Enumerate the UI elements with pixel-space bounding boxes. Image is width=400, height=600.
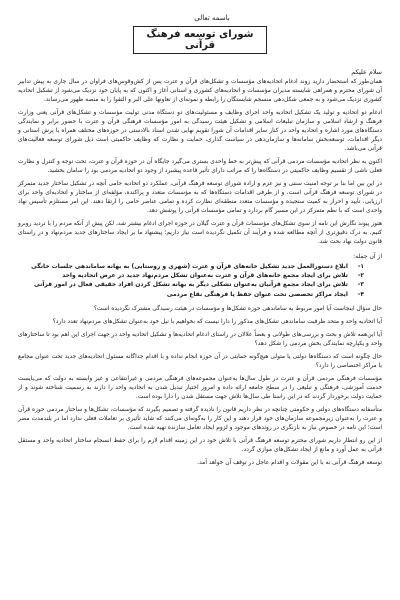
- paragraph-8: از این رو انتظار داریم شورای محترم توسعه فرهنگ قرآنی با تلاش خود در این زمینه اقدام لازم را برای حفظ انسجام ساختار اتحادیه واحد و مستقل قرآنی به عمل آورد و مانع از ایجاد تشکل‌های موازی گردد.: [18, 437, 382, 453]
- list-item-text: تلاش برای ایجاد مجمع خانه‌های قرآن و عترت به‌عنوان تشکل مردم‌نهاد جدید در عرض اتحادیه واحد: [62, 272, 348, 280]
- document-title: شورای توسعه فرهنگ قرآنی: [133, 26, 267, 54]
- list-item: [18, 290, 364, 299]
- paragraph-question-4: حال چگونه است که دستگاه‌ها دولتی یا متولی هیچ‌گونه حمایتی در آن حوزه انجام نداده و با اقدام جداگانه مسئول اتحادیه‌های جدید تحت عنوان مجامع یا مراکز اختصاصی را دارد؟: [18, 353, 382, 369]
- list-item-number: ۳-: [357, 281, 364, 289]
- paragraph-question-2: آیا اتحادیه واحد و متحد ظرفیت ساماندهی تشکل‌های مذکور را دارا نیست که بخواهیم با نیل خود به‌عنوان تشکل‌های مردم‌نهاد تعدد دارد؟: [52, 319, 382, 326]
- paragraph-1: همان‌طور که استحضار دارید روند ادغام اتحادیه‌های مؤسسات و تشکل‌های قرآن و عترت پس از کش‌وقوس‌های فراوان در سال جاری به پیش تدابیر آن شورای محترم و همراهی شایسته مدیران مؤسسات و اتحادیه‌های کشوری و استانی آغاز و اکنون که به پایان خود نزدیک می‌شود از تشکیل اتحادیه کشوری نزدیک می‌شود و به جمعی شکل‌دهی منسجم شایستگان را رابطه و نمونه‌ای از تعاونها علی البر و التقوا را به منصه ظهور می‌رساند.: [18, 79, 382, 104]
- list-item: [18, 271, 364, 280]
- invocation-heading: باسمه تعالی: [194, 14, 230, 22]
- list-item: [18, 280, 364, 289]
- paragraph-question-3: آیا این‌همه تلاش و بحث و بررسی‌های طولانی و بعضاً علالان در راستای ادغام اتحادیه‌ها و تشکیل اتحادیه واحد در جهت اجرای این اهم بود تا ساختارهای واحد و یکپارچه نمایندگی بخش مردمی را شکل دهد؟: [18, 331, 382, 347]
- list-item-number: ۱-: [357, 262, 364, 270]
- list-item-text: ایجاد مراکز تخصصی تحت عنوان حفظ یا فرهنگی نقاع مردمی: [166, 290, 348, 298]
- paragraph-5: هنوز پیوند نگارش این نامه از سوی تشکل‌های مؤسسات قرآن و عترت گیلان در حوزه اجرای ادغام بیشتر شد، لکن پیش از آنکه مردم را با تردید روبرو کنیم، به درک دقیق‌تری از آنچه مطالعه شده و فرآیند آن تکمیل نگردیده است نیاز داریم؛ پیشنهاد ما بر ایجاد ساختارهای جدید مردم‌نهاد و در راستای قانون دولت نهاد بحث شد.: [18, 220, 382, 245]
- salutation: سلام علیکم: [351, 68, 382, 77]
- paragraph-question-1: حال سؤال اینجاست آیا امور مربوط به ساماندهی حوزه تشکل‌ها و مؤسسات در هیئت رسیدگی مشترک نگردیده است؟: [93, 306, 382, 313]
- list-item-number: ۲-: [357, 272, 364, 280]
- list-item: [18, 262, 364, 271]
- paragraph-9: توسعه فرهنگ قرآنی نه با این مقولات و اقدام عاجل در توقف آن خواهد آمد.: [197, 459, 382, 466]
- issue-list: [18, 262, 382, 299]
- paragraph-3: اکنون به نظر اتحادیه مؤسسات مردمی قرآنی که پیش‌تر به خط واحدی بستری می‌گیرد جایگاه آن در حوزه قرآن و عترت، تحت توجه و کنترل و نظارت فعلی ناشی از تقسیم وظایف حاکمیتی در دستگاه‌ها را که مراتب دارای تأثیر قاعده پیشبرد از وجود دو اتحادیه مردمی بود را سامان بخشید.: [18, 159, 382, 175]
- list-item-text: تلاش برای ایجاد مجمع قرآنیان به‌عنوان تشکلی دیگر به بهانه تشکل کردن افراد حقیقی فعال در امور قرآنی: [34, 281, 348, 289]
- list-title: از آن جمله:: [353, 252, 382, 260]
- list-item-number: ۴-: [357, 290, 364, 298]
- paragraph-6: مؤسسات فرهنگی مردمی قرآن و عترت در طول سال‌ها به‌عنوان مجموعه‌های فرهنگی مردمی و غیرانتفاعی و غیر وابسته به دولت که می‌بایست خدمت آموزشی، فرهنگی و تبلیغی را در سطح جامعه ارائه داده و امروز اختیار تبدیل شدن به اتحادیه واحد را دارند به رسمیت شناخته شوند و از حمایت دولت برخوردار گردند که در این راستا طی سال‌ها تلاش جهت مستقل شدن را دارا بوده است.: [18, 375, 382, 400]
- list-item-text: ابلاغ دستورالعمل جدید تشکیل خانه‌های قرآن و عترت (شهری و روستایی) به بهانه ساماندهی جلسات خانگی: [31, 262, 348, 270]
- paragraph-7: متأسفانه دستگاه‌های دولتی و حکومتی چنانچه در نظر داریم قانون را نادیده گرفته و تصمیم بگیرند که مؤسسات، تشکل‌ها و ساختار مردمی حوزه قرآن و عترت را به‌عنوان زیرمجموعه سازمان‌های خود قرار دهند و این کار را به‌گونه‌ای می‌کنند که شاید تأثیری بر تعاملات فعلی ندارد اما در بلندمدت مضر است؛ این نامه در خصوص نیاز به بازنگری در روندهای موجود و لزوم ایجاد تعامل سازنده تهیه شده است.: [18, 406, 382, 431]
- paragraph-4: در این بین اما بنا بر توجه امنیت سنتی و نیز عزم و اراده شورای توسعه فرهنگ قرآنی، عملکرد دو اتحادیه حامی آنچه در تشکیل ساختار جدید متمرکز در شورای توسعه فرهنگ قرآنی است، و از طرفی اقدامات دستگاه‌ها که به مؤسسات متعدد و پراکنده، مؤلفه‌ای از ساختار و اتحادیه‌ای واحد برای ارزیابی، تأیید و احراز به کمیت سنجیده و مؤسسات متعدد منطقه‌ای نظارت کرده و تمامی عناصر حامی را ارتقا دهند. این امر مستلزم تأسیس نهاد واحدی است که با نظم متمرکز در این مسیر گام بردارد و تمامی مؤسسات قرآنی را پوشش دهد.: [18, 181, 382, 214]
- paragraph-2: ادغام دو اتحادیه و تولید یک تشکیل اتحادیه واحد اجرای وظایف و مسئولیت‌های دو دستگاه مدنی تولیت مؤسسات و تشکل‌های قرآنی یعنی وزارت فرهنگ و ارشاد اسلامی و سازمان تبلیغات اسلامی و تشکیل هیئت رسیدگی به امور مؤسسات فرهنگی قرآن و عترت با حضور برابر و نمایندگی دستگاه‌های مورد اشاره و اتحادیه واحد در کنار سایر اقدامات آن شورا تقویم نهایی شدن اسناد بالادستی در حوزه‌های مختلف همراه با پرش استانی و دیگر اقدامات، توسعه‌بخش سامانه‌ها و سازمان‌دهی در سیاست گذاری، حمایت و نظارت که وظایف حاکمیتی است ذیل شورای توسعه فعالیت‌های قرآنی می‌باشد.: [18, 110, 382, 153]
